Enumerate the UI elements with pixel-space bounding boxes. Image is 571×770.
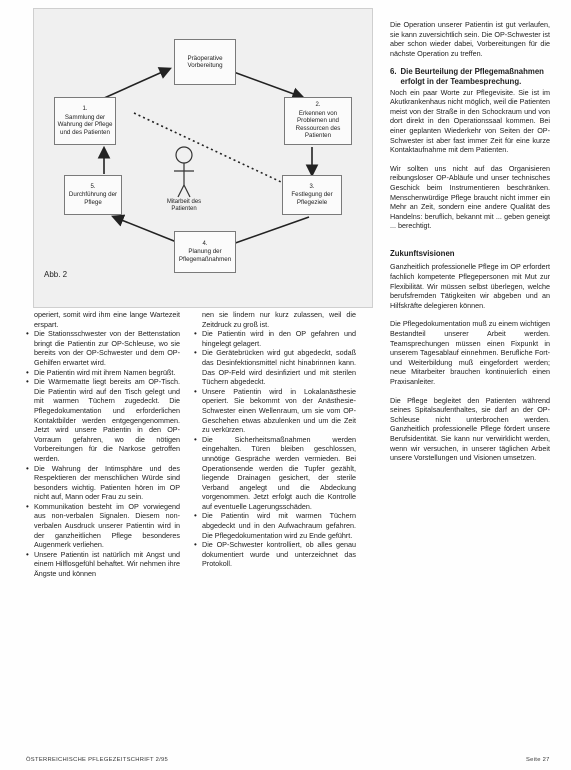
footer-journal: ÖSTERREICHISCHE PFLEGEZEITSCHRIFT 2/95 — [26, 757, 169, 763]
column-1 — [26, 310, 180, 579]
paragraph: Ganzheitlich professionelle Pflege im OP erfordert fachlich kompetente Pflegepersonen mit Mut zur Flexibilität. Wir müssen selbst überlegen, welche berufsfremden Tätigkeiten wir abgeben und an Hilfskräfte delegieren können. — [390, 262, 550, 310]
list-item: • Die Wärmematte liegt bereits am OP-Tisch. Die Patientin wird auf den Tisch gelegt und mit warmen Tüchern zugedeckt. Die Pflegedokumentation und erforderlichen Kontaktbilder werden entgegengenommen. Jetzt wird unsere Patientin in den OP-Vorraum gefahren, wo die nötigen Vorbereitungen für die Narkose getroffen werden. — [26, 377, 180, 463]
col2-list — [194, 310, 356, 569]
paragraph: Die Pflegedokumentation muß zu einem wichtigen Bestandteil unserer Arbeit werden. Teamsprechungen müssen einen Fixpunkt in unserem Tagesablauf einnehmen. Berufliche Fort- und Weiterbildung muß eingefordert werden; neue Mitarbeiter brauchen kontinuierlich einen Praxisanleiter. — [390, 319, 550, 386]
column-2 — [194, 310, 356, 569]
box-step-1 — [54, 97, 116, 145]
box-text: Durchführung der Pflege — [68, 191, 118, 206]
cycle-figure — [33, 8, 373, 308]
box-step-2 — [284, 97, 352, 145]
paragraph: Noch ein paar Worte zur Pflegevisite. Sie ist im Akutkrankenhaus nicht möglich, weil die Patienten meist von der Straße in den Schockraum und von dort direkt in den Operationssaal kommen. Bei einer geplanten Wiederkehr von Seiten der OP-Schwester ist aber fast immer Zeit für eine kurze Kontaktaufnahme mit dem Patienten. — [390, 87, 550, 155]
patient-figure — [174, 147, 194, 197]
box-number: 3. — [309, 183, 315, 190]
list-item: • Die Sicherheitsmaßnahmen werden eingehalten. Türen bleiben geschlossen, unnötige Gespräche werden vermieden. Bei Operationsende werden die Tupfer gezählt, liegende Drainagen gesichert, der sterile Verband angelegt und die Abdeckung vorgenommen. Jetzt erfolgt auch die Kontrolle auf eventuelle Lagerungsschäden. — [194, 435, 356, 512]
box-text: Planung der Pflegemaßnahmen — [178, 248, 232, 263]
list-item-continuation: nen sie lindern nur kurz zulassen, weil die Zeitdruck zu groß ist. — [202, 310, 356, 329]
subheading: Zukunftsvisionen — [390, 248, 455, 258]
box-step-5 — [64, 175, 122, 215]
box-number: 2. — [315, 102, 321, 109]
list-item: • Die Patientin wird in den OP gefahren und hingelegt gelagert. — [194, 329, 356, 348]
arrow-left-top — [102, 69, 169, 99]
box-preoperative — [174, 39, 236, 85]
list-item: • Die Stationsschwester von der Bettenstation bringt die Patientin zur OP-Schleuse, wo sie bereits von der OP-Schwester und dem OP-Gehilfen erwartet wird. — [26, 329, 180, 367]
list-item: • Die Gerätebrücken wird gut abgedeckt, sodaß das Desinfektionsmittel nicht hinabrinnen kann. Das OP-Feld wird desinfiziert und mit sterilen Tüchern abgedeckt. — [194, 348, 356, 386]
list-item: • Die Patientin wird mit ihrem Namen begrüßt. — [26, 368, 180, 378]
box-text: Sammlung der Wahrung der Pflege und des Patienten — [57, 113, 113, 136]
box-text: Präoperative Vorbereitung — [187, 54, 223, 69]
list-item: • Unsere Patientin ist natürlich mit Angst und einem Hilflosgefühl behaftet. Wir nehmen ihre Ängste und können — [26, 550, 180, 579]
intro-paragraph: Die Operation unserer Patientin ist gut verlaufen, sie kann zuversichtlich sein. Die OP-Schwester ist aber schon wieder dabei, Vorbereitungen für die nächste Operation zu treffen. — [390, 20, 550, 58]
arrow-dotted-diagonal — [134, 113, 296, 189]
footer-page: Seite 27 — [526, 757, 550, 763]
box-text: Festlegung der Pflegeziele — [291, 191, 333, 206]
section-heading — [390, 67, 550, 86]
list-item: • Kommunikation besteht im OP vorwiegend aus non-verbalen Signalen. Diesem non-verbalen Ausdruck unserer Patientin wird in der ganzheitlichen Pflege besonderes Augenmerk verliehen. — [26, 502, 180, 550]
section-number: 6. — [390, 67, 397, 77]
list-item: • Unsere Patientin wird in Lokalanästhesie operiert. Sie bekommt von der Anästhesie-Schwester einen Wellenraum, um sie vom OP-Geschehen etwas abzulenken und um die Zeit zu verkürzen. — [194, 387, 356, 435]
col1-list — [26, 310, 180, 579]
list-item-continuation: operiert, somit wird ihm eine lange Wartezeit erspart. — [34, 310, 180, 329]
list-item: • Die OP-Schwester kontrolliert, ob alles genau dokumentiert wurde und unterzeichnet das Protokoll. — [194, 540, 356, 569]
list-item: • Die Patientin wird mit warmen Tüchern abgedeckt und in den Aufwachraum gefahren. Die Pflegedokumentation wird zu Ende geführt. — [194, 511, 356, 540]
box-step-4 — [174, 231, 236, 273]
paragraph: Die Pflege begleitet den Patienten während seines Spitalsaufenthaltes, sie darf an der OP-Schleuse nicht unterbrochen werden. Ganzheitlich professionelle Pflege fördert unsere Berufsidentität. Sie kann nur verwirklicht werden, wenn wir versuchen, in unserer täglichen Arbeit unsere Vorstellungen und Visionen umsetzen. — [390, 395, 550, 463]
box-number: 5. — [90, 183, 96, 190]
section-title: Die Beurteilung der Pflegemaßnahmen erfolgt in der Teambesprechung. — [400, 67, 544, 86]
box-number: 4. — [202, 240, 208, 247]
arrow-3-4 — [224, 217, 309, 247]
box-step-3 — [282, 175, 342, 215]
column-3 — [390, 20, 550, 472]
list-item: • Die Wahrung der Intimsphäre und des Respektieren der menschlichen Würde sind besonders wichtig. Patienten hören im OP nicht auf, Mann oder Frau zu sein. — [26, 464, 180, 502]
paragraph: Wir sollten uns nicht auf das Organisieren reibungsloser OP-Abläufe und unser technisches Geschick beim Instrumentieren beschränken. Menschenwürdige Pflege braucht nicht immer ein Mehr an Zeit, sondern eine andere Qualität des Handelns: beruflich, bekannt mit ... geben geneigt ... berechtigt. — [390, 163, 550, 231]
box-number: 1. — [82, 106, 88, 112]
figure-caption: Abb. 2 — [44, 270, 68, 279]
box-text: Erkennen von Problemen und Ressourcen des Patienten — [295, 109, 341, 140]
center-label: Mitarbeit des Patienten — [166, 199, 202, 212]
